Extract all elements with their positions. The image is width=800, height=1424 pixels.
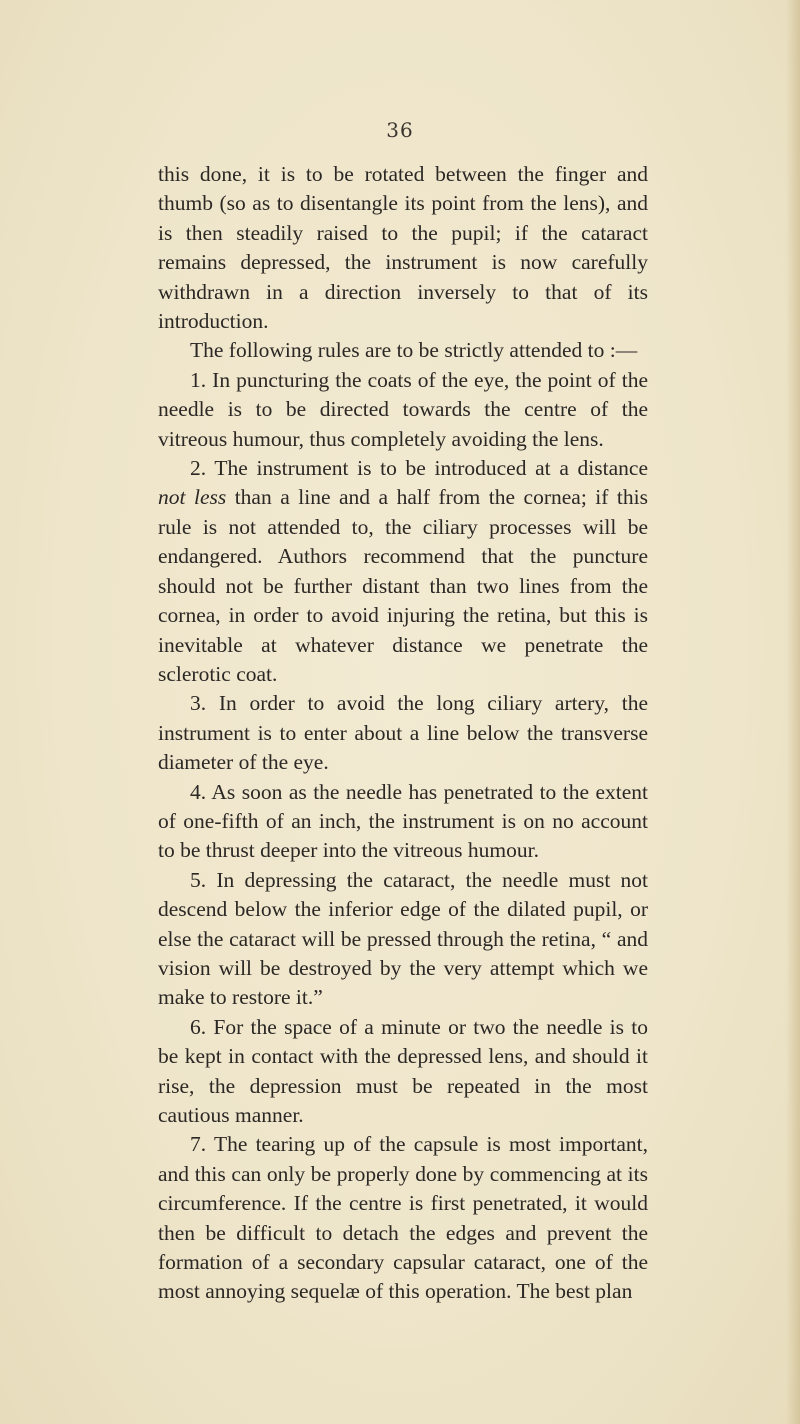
rule-number: 3. [190, 691, 207, 716]
rule-7 [158, 1130, 648, 1306]
rule-4 [158, 778, 648, 866]
rule-text: In puncturing the coats of the eye, the point of the needle is to be directed towards the centre of the vitreous humour, thus completely avoiding the lens. [158, 367, 648, 451]
rule-6 [158, 1013, 648, 1131]
rule-text: In depressing the cataract, the needle must not descend below the inferior edge of the dilated pupil, or else the cataract will be pressed through the retina, “ and vision will be destroyed by the very attempt which we make to restore it.” [158, 867, 649, 1010]
rule-emphasis: not less [158, 485, 227, 510]
paragraph-continuation: this done, it is to be rotated between the finger and thumb (so as to disentangle its point from the lens), and is then steadily raised to the pupil; if the cataract remains depressed, the instrument is now carefully withdrawn in a direction inversely to that of its introduction. [158, 162, 648, 334]
body-text [158, 160, 648, 1307]
rule-number: 2. [190, 456, 207, 481]
rule-text: For the space of a minute or two the needle is to be kept in contact with the depressed lens, and should it rise, the depression must be repeated in the most cautious manner. [158, 1014, 649, 1127]
paragraph-rules-intro: The following rules are to be strictly attended to :— [190, 338, 638, 363]
page-edge-shadow [786, 0, 800, 1424]
rule-number: 4. [190, 779, 207, 804]
rule-1 [158, 366, 648, 454]
rule-text-after: than a line and a half from the cornea; if this rule is not attended to, the ciliary processes will be endangered. Authors recommend that the puncture should not be further distant than two lines from the cornea, in order to avoid injuring the retina, but this is inevitable at whatever distance we penetrate the sclerotic coat. [158, 485, 648, 686]
rule-3 [158, 689, 648, 777]
rule-text-before: The instrument is to be introduced at a distance [214, 456, 648, 481]
rule-5 [158, 866, 648, 1013]
rule-2 [158, 454, 648, 689]
rule-number: 7. [190, 1132, 207, 1157]
rule-number: 5. [190, 867, 207, 892]
rule-text: The tearing up of the capsule is most important, and this can only be properly done by commencing at its circumference. If the centre is first penetrated, it would then be difficult to detach the edges and prevent the formation of a secondary capsular cataract, one of the most annoying sequelæ of this operation. The best plan [158, 1132, 648, 1304]
rule-text: As soon as the needle has penetrated to the extent of one-fifth of an inch, the instrument is on no account to be thrust deeper into the vitreous humour. [158, 779, 648, 863]
rule-number: 1. [190, 367, 207, 392]
rule-text: In order to avoid the long ciliary artery, the instrument is to enter about a line below the transverse diameter of the eye. [158, 691, 648, 775]
rule-number: 6. [190, 1014, 207, 1039]
page-number: 36 [386, 118, 414, 142]
